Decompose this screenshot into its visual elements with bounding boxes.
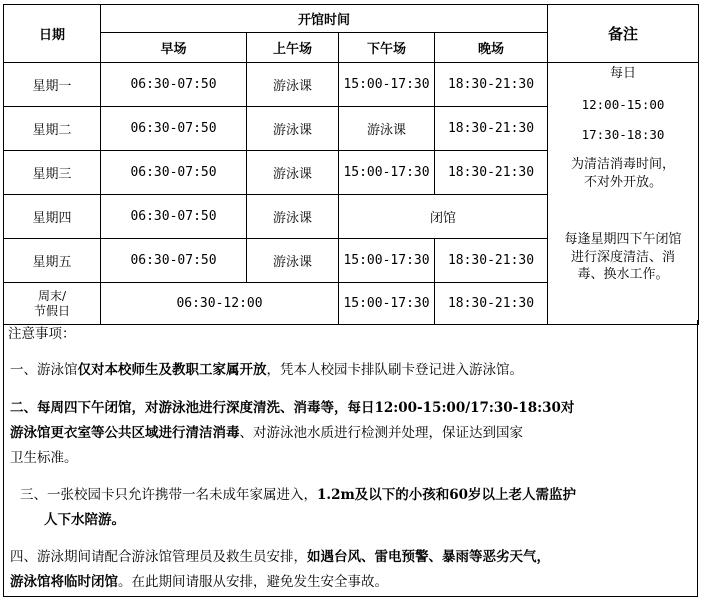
day-cell: 星期五	[4, 239, 101, 283]
schedule-table	[3, 4, 699, 325]
forenoon-cell: 游泳课	[247, 195, 339, 239]
note-text: 一、游泳馆	[10, 362, 78, 378]
day-cell: 星期四	[4, 195, 101, 239]
slot-evening-header: 晚场	[435, 33, 548, 63]
morning-cell: 06:30-07:50	[101, 151, 247, 195]
forenoon-cell: 游泳课	[247, 151, 339, 195]
note-item-2	[10, 396, 689, 471]
afternoon-cell: 游泳课	[339, 107, 435, 151]
note-emphasis: 二、每周四下午闭馆，对游泳池进行深度清洗、消毒等，每日12:00-15:00/17:30-18:30对	[10, 400, 575, 416]
remark-line: 为清洁消毒时间，	[571, 157, 676, 173]
remark-line: 17:30-18:30	[581, 127, 665, 143]
note-item-1	[10, 358, 689, 383]
slot-morning-header: 早场	[101, 33, 247, 63]
forenoon-cell: 游泳课	[247, 239, 339, 283]
afternoon-cell: 15:00-17:30	[339, 239, 435, 283]
afternoon-cell: 15:00-17:30	[339, 151, 435, 195]
day-cell: 星期一	[4, 63, 101, 107]
evening-cell: 18:30-21:30	[435, 107, 548, 151]
note-emphasis: 人下水陪游。	[44, 512, 125, 528]
afternoon-cell: 15:00-17:30	[339, 283, 435, 325]
closed-cell: 闭馆	[339, 195, 548, 239]
remark-line: 12:00-15:00	[581, 96, 665, 112]
forenoon-cell: 游泳课	[247, 63, 339, 107]
date-header: 日期	[4, 5, 101, 63]
note-emphasis: 游泳馆更衣室等公共区域进行清洁消毒	[10, 425, 240, 441]
evening-cell: 18:30-21:30	[435, 151, 548, 195]
note-text: 卫生标准。	[10, 450, 78, 466]
note-emphasis: 如遇台风、雷电预警、暴雨等恶劣天气，	[307, 549, 550, 565]
open-hours-header: 开馆时间	[101, 5, 548, 33]
note-text: 四、游泳期间请配合游泳馆管理员及救生员安排，	[10, 549, 307, 565]
note-text: 。在此期间请服从安排，避免发生安全事故。	[118, 574, 388, 590]
morning-cell: 06:30-07:50	[101, 195, 247, 239]
slot-afternoon-header: 下午场	[339, 33, 435, 63]
morning-forenoon-cell: 06:30-12:00	[101, 283, 339, 325]
day-cell	[4, 283, 101, 325]
remark-line: 毒、换水工作。	[577, 267, 669, 283]
morning-cell: 06:30-07:50	[101, 107, 247, 151]
evening-cell: 18:30-21:30	[435, 239, 548, 283]
note-text: ，凭本人校园卡排队刷卡登记进入游泳馆。	[266, 362, 523, 378]
remarks-cell	[548, 63, 699, 325]
table-row	[4, 63, 699, 107]
notes-section	[3, 320, 698, 597]
remark-line: 每日	[610, 66, 637, 81]
notes-title: 注意事项：	[8, 326, 76, 342]
remark-line: 进行深度清洁、消	[571, 249, 676, 265]
note-item-4	[10, 545, 689, 595]
evening-cell: 18:30-21:30	[435, 283, 548, 325]
remark-line: 不对外开放。	[584, 174, 663, 190]
afternoon-cell: 15:00-17:30	[339, 63, 435, 107]
note-text: 三、一张校园卡只允许携带一名未成年家属进入，	[20, 487, 317, 503]
note-item-3	[20, 483, 689, 533]
evening-cell: 18:30-21:30	[435, 63, 548, 107]
day-cell: 星期三	[4, 151, 101, 195]
day-cell: 星期二	[4, 107, 101, 151]
slot-forenoon-header: 上午场	[247, 33, 339, 63]
forenoon-cell: 游泳课	[247, 107, 339, 151]
note-emphasis: 1.2m及以下的小孩和60岁以上老人需监护	[317, 487, 577, 503]
note-emphasis: 仅对本校师生及教职工家属开放	[77, 362, 267, 378]
morning-cell: 06:30-07:50	[101, 239, 247, 283]
day-label-line: 周末/	[37, 289, 67, 304]
note-text: 、对游泳池水质进行检测并处理，保证达到国家	[239, 425, 523, 441]
morning-cell: 06:30-07:50	[101, 63, 247, 107]
note-emphasis: 游泳馆将临时闭馆	[10, 574, 118, 590]
day-label-line: 节假日	[33, 303, 70, 318]
remarks-header: 备注	[548, 5, 699, 63]
remark-line: 每逢星期四下午闭馆	[564, 232, 682, 248]
